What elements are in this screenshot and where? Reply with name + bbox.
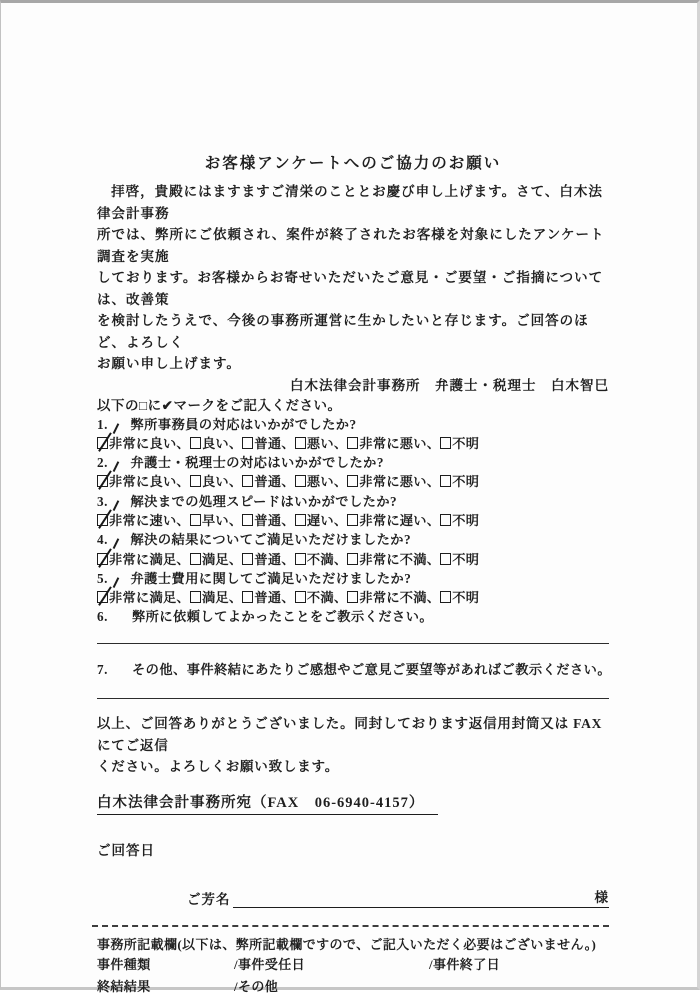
- question-number: 6.: [97, 609, 108, 625]
- question-text: 解決の結果についてご満足いただけましたか?: [130, 532, 412, 548]
- option-label: 良い、: [201, 435, 243, 451]
- checkbox-icon: [295, 553, 306, 565]
- question-4-options: [97, 550, 609, 569]
- page-title: お客様アンケートへのご協力のお願い: [204, 155, 502, 172]
- closing-line: 以上、ご回答ありがとうございました。同封しております返信用封筒又は FAX にてご返信: [97, 716, 603, 753]
- option-label: 非常に速い、: [109, 512, 190, 528]
- survey-option: [347, 552, 440, 567]
- survey-option: [242, 474, 294, 489]
- question-text: 解決までの処理スピードはいかがでしたか?: [130, 493, 398, 509]
- option-label: 非常に悪い、: [359, 435, 441, 451]
- checkbox-icon: [242, 591, 253, 603]
- survey-option: [190, 513, 242, 528]
- closing-paragraph: [97, 713, 609, 778]
- option-label: 不明: [452, 512, 480, 528]
- option-label: 悪い、: [306, 474, 348, 490]
- checkbox-icon: [440, 591, 451, 603]
- survey-option: [97, 513, 190, 528]
- checkbox-icon: [190, 514, 201, 526]
- survey-option: [440, 552, 479, 567]
- survey-option: [295, 436, 347, 451]
- option-label: 普通、: [254, 474, 295, 490]
- survey-option: [97, 590, 190, 605]
- closing-line: ください。よろしくお願い致します。: [97, 759, 340, 775]
- checkbox-icon: [190, 475, 201, 487]
- question-2-options: [97, 472, 609, 491]
- checkbox-icon: [190, 591, 201, 603]
- option-label: 満足、: [201, 590, 243, 606]
- checkbox-icon: [295, 591, 306, 603]
- name-row: [187, 886, 609, 908]
- question-text: 弁護士費用に関してご満足いただけましたか?: [130, 570, 412, 586]
- checkbox-icon: [242, 553, 253, 565]
- checkbox-checked-icon: [97, 591, 108, 603]
- option-label: 非常に不満、: [359, 590, 441, 606]
- checkbox-icon: [440, 553, 451, 565]
- option-label: 満足、: [201, 551, 243, 567]
- honorific-label: 様: [594, 889, 609, 905]
- survey-option: [440, 436, 479, 451]
- reply-date-label: ご回答日: [97, 842, 155, 858]
- option-label: 非常に遅い、: [359, 512, 441, 528]
- name-label: ご芳名: [187, 891, 231, 907]
- checkbox-icon: [347, 591, 358, 603]
- survey-option: [242, 590, 294, 605]
- question-6-title: [97, 607, 609, 626]
- checkbox-icon: [295, 514, 306, 526]
- survey-option: [295, 513, 347, 528]
- horizontal-rule: [97, 698, 609, 699]
- survey-option: [347, 474, 440, 489]
- survey-option: [347, 436, 440, 451]
- horizontal-rule: [97, 643, 609, 644]
- name-fill-line: [233, 886, 610, 908]
- option-label: 不満、: [306, 590, 348, 606]
- question-1-options: [97, 434, 609, 453]
- checkbox-icon: [190, 437, 201, 449]
- question-text: 弊所事務員の対応はいかがでしたか?: [130, 416, 357, 432]
- survey-option: [295, 590, 347, 605]
- survey-option: [97, 474, 190, 489]
- option-label: 不明: [452, 474, 480, 490]
- end-date-label: /事件終了日: [429, 956, 501, 972]
- option-label: 不明: [452, 435, 480, 451]
- greeting-line: お願い申し上げます。: [97, 356, 241, 371]
- checkbox-icon: [440, 475, 451, 487]
- question-3-options: [97, 511, 609, 530]
- option-label: 非常に良い、: [109, 435, 190, 451]
- survey-option: [97, 436, 190, 451]
- dashed-separator: [92, 925, 609, 927]
- survey-option: [347, 513, 440, 528]
- option-label: 不満、: [306, 551, 348, 567]
- option-label: 遅い、: [306, 512, 348, 528]
- survey-option: [440, 590, 479, 605]
- survey-option: [440, 474, 479, 489]
- survey-option: [295, 552, 347, 567]
- greeting-line: を検討したうえで、今後の事務所運営に生かしたいと存じます。ご回答のほど、よろしく: [97, 313, 589, 350]
- question-number: 7.: [97, 661, 108, 677]
- survey-option: [440, 513, 479, 528]
- option-label: 普通、: [254, 512, 295, 528]
- checkbox-icon: [347, 553, 358, 565]
- fax-return-address: [97, 791, 609, 815]
- checkbox-icon: [440, 514, 451, 526]
- question-3-title: [97, 492, 609, 511]
- checkbox-checked-icon: [97, 437, 108, 449]
- checkbox-icon: [295, 437, 306, 449]
- option-label: 不明: [452, 590, 480, 606]
- checkbox-icon: [190, 553, 201, 565]
- option-label: 普通、: [254, 590, 295, 606]
- result-label: 終結結果: [97, 978, 151, 994]
- survey-option: [190, 590, 242, 605]
- option-label: 普通、: [254, 551, 295, 567]
- accept-date-label: /事件受任日: [234, 956, 306, 972]
- option-label: 早い、: [201, 512, 243, 528]
- option-label: 不明: [452, 551, 480, 567]
- question-5-options: [97, 588, 609, 607]
- option-label: 非常に良い、: [109, 474, 190, 490]
- survey-option: [242, 552, 294, 567]
- checkbox-checked-icon: [97, 553, 108, 565]
- sender-signature: 白木法律会計事務所 弁護士・税理士 白木智巳: [290, 377, 609, 393]
- option-label: 非常に悪い、: [359, 474, 441, 490]
- checkbox-icon: [295, 475, 306, 487]
- survey-option: [242, 513, 294, 528]
- survey-option: [242, 436, 294, 451]
- option-label: 非常に満足、: [109, 590, 190, 606]
- checkbox-icon: [347, 475, 358, 487]
- survey-option: [347, 590, 440, 605]
- option-label: 普通、: [254, 435, 295, 451]
- greeting-line: しております。お客様からお寄せいただいたご意見・ご要望・ご指摘については、改善策: [97, 270, 604, 307]
- option-label: 悪い、: [306, 435, 348, 451]
- survey-option: [97, 552, 190, 567]
- office-use-section: [97, 935, 609, 998]
- checkbox-icon: [242, 437, 253, 449]
- question-text: 弁護士・税理士の対応はいかがでしたか?: [130, 455, 384, 471]
- question-number: 4.: [97, 532, 108, 548]
- checkbox-icon: [242, 475, 253, 487]
- office-row: [97, 954, 609, 976]
- checkbox-icon: [242, 514, 253, 526]
- option-label: 非常に満足、: [109, 551, 190, 567]
- fax-return-address-text: 白木法律会計事務所宛（FAX 06-6940-4157）: [97, 791, 438, 815]
- survey-option: [295, 474, 347, 489]
- question-number: 2.: [97, 455, 108, 471]
- office-section-header: 事務所記載欄(以下は、弊所記載欄ですので、ご記入いただく必要はございません。): [97, 936, 597, 952]
- survey-option: [190, 436, 242, 451]
- question-2-title: [97, 453, 609, 472]
- survey-option: [190, 552, 242, 567]
- checkbox-checked-icon: [97, 514, 108, 526]
- question-text: 弊所に依頼してよかったことをご教示ください。: [132, 609, 434, 625]
- question-text: その他、事件終結にあたりご感想やご意見ご要望等があればご教示ください。: [132, 661, 612, 677]
- greeting-paragraph: [97, 181, 609, 375]
- option-label: 非常に不満、: [359, 551, 441, 567]
- case-type-label: 事件種類: [97, 956, 151, 972]
- greeting-line: 所では、弊所にご依頼され、案件が終了されたお客様を対象にしたアンケート調査を実施: [97, 227, 605, 264]
- checkbox-checked-icon: [97, 475, 108, 487]
- question-number: 1.: [97, 416, 108, 432]
- question-number: 5.: [97, 570, 108, 586]
- other-label: /その他: [234, 978, 279, 994]
- question-7-title: [97, 660, 612, 679]
- checkbox-icon: [347, 514, 358, 526]
- question-4-title: [97, 530, 609, 549]
- greeting-line: 拝啓，貴殿にはますますご清栄のこととお慶び申し上げます。さて、白木法律会計事務: [97, 184, 603, 221]
- survey-option: [190, 474, 242, 489]
- question-5-title: [97, 569, 609, 588]
- question-1-title: [97, 415, 609, 434]
- question-number: 3.: [97, 493, 108, 509]
- checkbox-icon: [440, 437, 451, 449]
- instruction-text: 以下の□に✔マークをご記入ください。: [97, 397, 342, 413]
- checkbox-icon: [347, 437, 358, 449]
- option-label: 良い、: [201, 474, 243, 490]
- office-row: [97, 976, 609, 998]
